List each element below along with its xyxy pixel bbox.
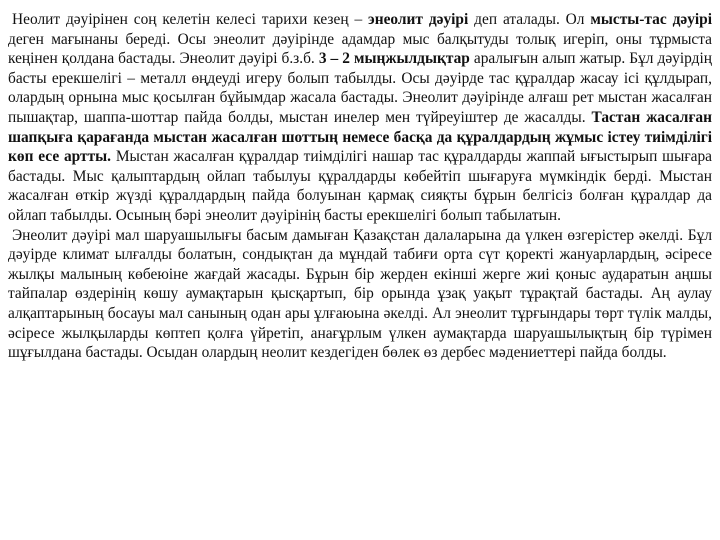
document-page bbox=[8, 10, 712, 363]
paragraph-eneolithic-herding: Энеолит дәуірі мал шаруашылығы басым дамыған Қазақстан далаларына да үлкен өзгерістер әкелді. Бұл дәуірде климат ылғалды болатын, сондықтан да мұндай табиғи орта сүт қоректі жануарлардың, әсіресе жылқы малының көбеюіне жағдай жасады. Бұрын бір жерден екінші жерге жиі қоныс аударатын аңшы тайпалар өздерінің көшу аумақтарын қысқартып, бір орында ұзақ уақыт тұрақтай бастады. Аң аулау алқаптарының босауы мал санының одан ары ұлғаюына әкелді. Ал энеолит тұрғындары төрт түлік малды, әсіресе жылқыларды көптеп қолға үйретіп, анағұрлым үлкен аумақтарда шаруашылықтың бір түрімен шұғылдана бастады. Осыдан олардың неолит кездегіден бөлек өз дербес мәдениеттері пайда болды. bbox=[8, 226, 712, 362]
text-run: аралығын алып жатыр. Бұл дәуірдің басты ерекшелігі – металл өңдеуді игеру болып табылды. Осы дәуірде тас құралдар жасау ісі құлдырап, олардың орнына мыс қосылған бұйымдар жасала бастады. Энеолит дәуірінде алғаш рет мыстан жасалған пышақтар, шаппа-шоттар пайда болды, мыстан инелер мен түйреуіштер де жасалды. bbox=[8, 50, 712, 126]
text-run: Неолит дәуірінен соң келетін келесі тарихи кезең – bbox=[12, 11, 369, 28]
text-run: деп аталады. Ол bbox=[468, 11, 591, 28]
text-run: деген мағынаны береді. Осы энеолит дәуірінде адамдар мыс балқытуды толық игеріп, оны тұрмыста кеңінен қолдана бастады. Энеолит дәуірі б.з.б. bbox=[8, 30, 712, 68]
paragraph-eneolithic-metal bbox=[8, 10, 712, 226]
term-eneolithic: энеолит дәуірі bbox=[368, 11, 469, 28]
key-statement: Тастан жасалған шапқыға қарағанда мыстан жасалған шоттың немесе басқа да құралдардың жұмыс істеу тиімділігі көп есе артты. bbox=[8, 108, 712, 166]
text-run: Мыстан жасалған құралдар тиімділігі нашар тас құралдарды жаппай ығыстырып шығара бастады. Мыс қалыптардың ойлап табылуы құралдарды көбейтіп шығаруға мүмкіндік берді. Мыстан жасалған өткір жүзді құралдардың пайда болуынан қармақ сияқты бұрын белгісіз болған құралдар да ойлап табылды. Осының бәрі энеолит дәуірінің басты ерекшелігі болып табылатын. bbox=[8, 148, 713, 224]
term-millennia: 3 – 2 мыңжылдықтар bbox=[318, 50, 470, 68]
term-copper-stone-age: мысты-тас дәуірі bbox=[590, 11, 712, 28]
